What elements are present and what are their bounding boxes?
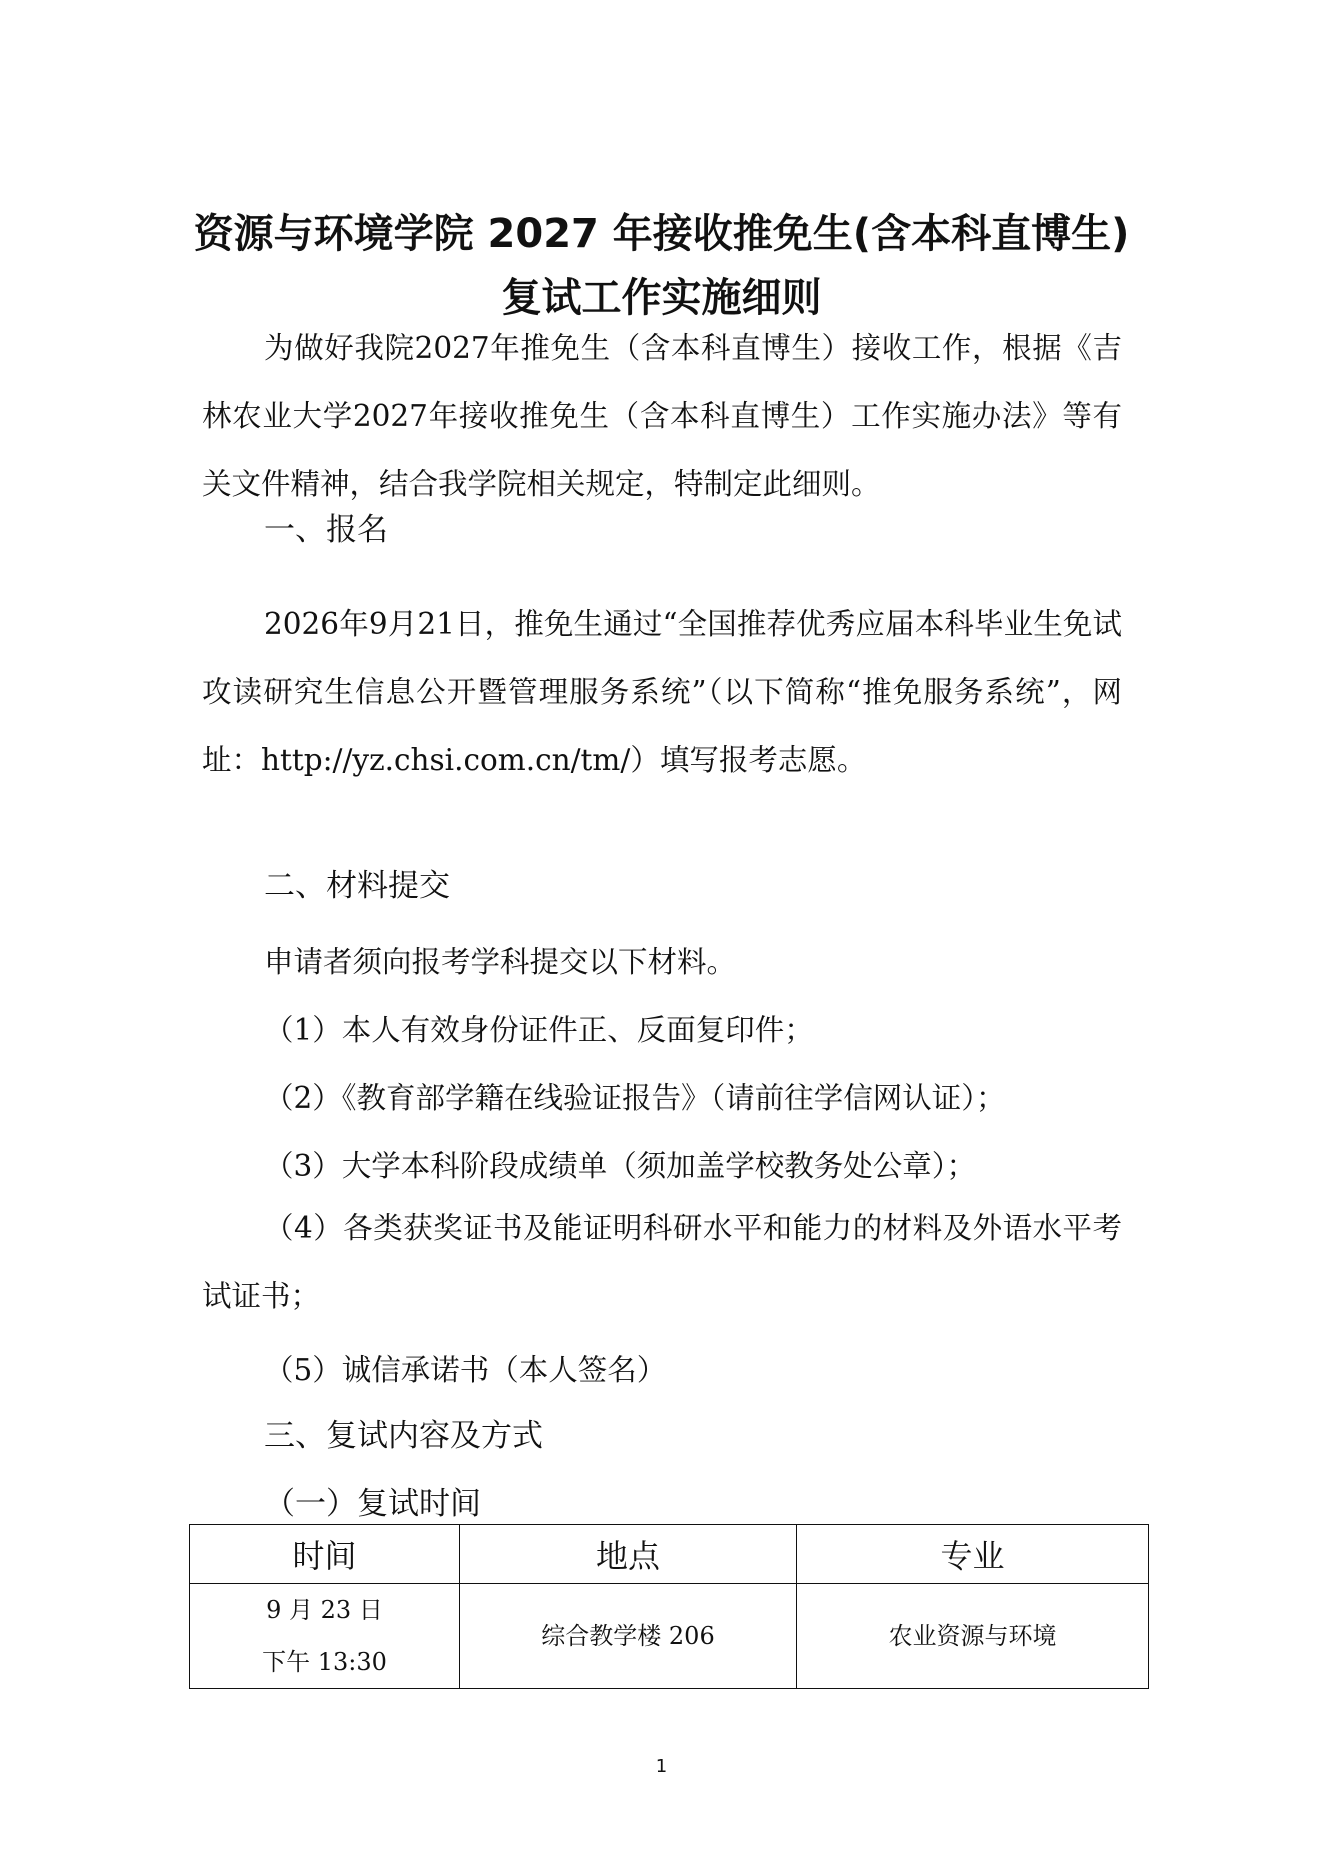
retest-date: 9 月 23 日 [266,1596,383,1624]
materials-item-5: （5）诚信承诺书（本人签名） [264,1353,667,1387]
retest-schedule-table [189,1524,1149,1689]
table-row [190,1584,1149,1689]
section-heading-registration: 一、报名 [264,512,388,548]
materials-lead: 申请者须向报考学科提交以下材料。 [264,945,737,979]
table-header-place: 地点 [460,1525,797,1584]
table-cell-place: 综合教学楼 206 [460,1584,797,1689]
materials-item-3: （3）大学本科阶段成绩单（须加盖学校教务处公章）； [264,1149,977,1183]
section-heading-materials: 二、材料提交 [264,868,450,904]
document-title-line-2: 复试工作实施细则 [501,275,822,321]
subsection-heading-retest-time: （一）复试时间 [264,1486,481,1522]
table-header-time: 时间 [190,1525,460,1584]
table-header-row [190,1525,1149,1584]
document-title-line-1: 资源与环境学院 2027 年接收推免生(含本科直博生) [193,211,1130,257]
intro-paragraph: 为做好我院2027年推免生（含本科直博生）接收工作，根据《吉林农业大学2027年接收推免生（含本科直博生）工作实施办法》等有关文件精神，结合我学院相关规定，特制定此细则。 [202,331,1122,501]
registration-paragraph: 2026年9月21日，推免生通过“全国推荐优秀应届本科毕业生免试攻读研究生信息公开暨管理服务系统”（以下简称“推免服务系统”，网址：http://yz.chsi.com.cn/tm/）填写报考志愿。 [202,607,1122,777]
page-number: 1 [655,1756,668,1777]
table-cell-major: 农业资源与环境 [797,1584,1149,1689]
section-heading-retest: 三、复试内容及方式 [264,1418,543,1454]
retest-time: 下午 13:30 [262,1648,387,1676]
table-header-major: 专业 [797,1525,1149,1584]
materials-item-4: （4）各类获奖证书及能证明科研水平和能力的材料及外语水平考试证书； [202,1211,1122,1313]
materials-item-1: （1）本人有效身份证件正、反面复印件； [264,1013,814,1047]
table-cell-time [190,1584,460,1689]
materials-item-2: （2）《教育部学籍在线验证报告》（请前往学信网认证）； [264,1081,1006,1115]
